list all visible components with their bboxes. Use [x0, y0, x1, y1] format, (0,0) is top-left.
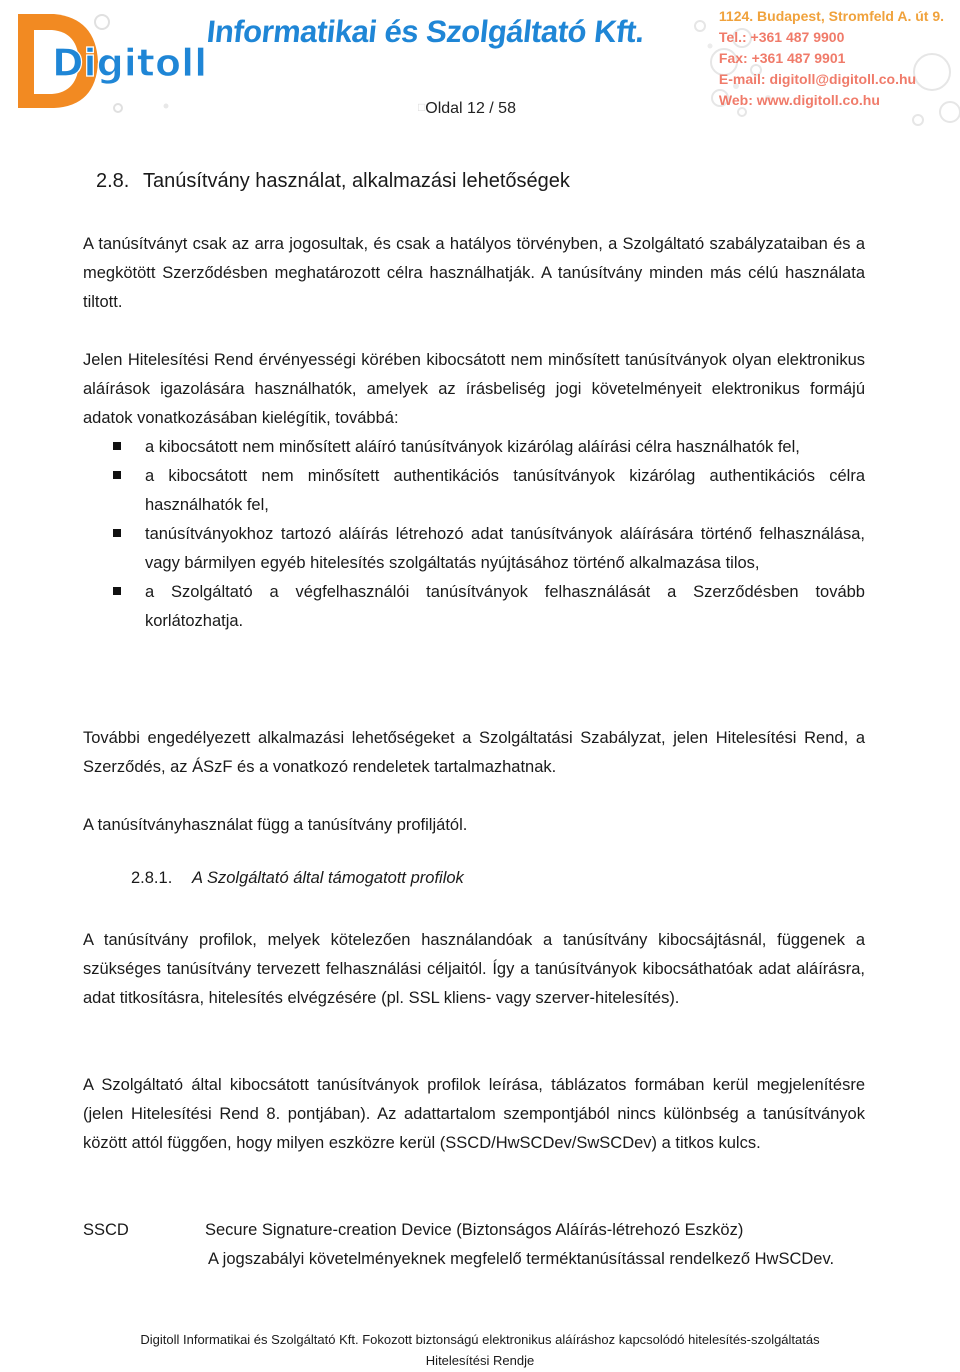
section-heading — [96, 170, 570, 193]
fax-text: Fax: +361 487 9901 — [718, 50, 846, 66]
logo-text: Digitoll — [52, 41, 208, 85]
contact-block — [719, 6, 944, 111]
list-item — [83, 578, 865, 636]
web-link[interactable]: Web: www.digitoll.co.hu — [718, 92, 880, 108]
page-footer — [0, 1329, 960, 1371]
page-header — [0, 0, 960, 130]
page-number-text: Oldal 12 / 58 — [425, 100, 516, 117]
list-item-text: a kibocsátott nem minősített authentikációs tanúsítványok kizárólag authentikációs célra használhatók fel, — [145, 467, 865, 514]
phone-text: Tel.: +361 487 9900 — [718, 29, 845, 45]
list-item — [83, 462, 865, 520]
paragraph-profiles — [83, 926, 865, 1013]
square-bullet-icon — [113, 587, 121, 595]
subsection-title: A Szolgáltató által támogatott profilok — [192, 869, 464, 887]
footer-line: Digitoll Informatikai és Szolgáltató Kft. Fokozott biztonságú elektronikus aláíráshoz kapcsolódó hitelesítés-szolgáltatás — [140, 1332, 820, 1347]
description-text: A jogszabályi követelményeknek megfelelő terméktanúsítással rendelkező HwSCDev. — [208, 1250, 835, 1268]
email-link[interactable]: E-mail: digitoll@digitoll.co.hu — [718, 71, 917, 87]
abbreviation-term: SSCD — [83, 1221, 129, 1239]
paragraph-profile — [83, 811, 865, 840]
paragraph-usage — [83, 230, 865, 317]
digitoll-logo — [14, 8, 214, 114]
page-number — [418, 100, 516, 118]
paragraph-text: A tanúsítvány profilok, melyek kötelezően használandóak a tanúsítvány kibocsájtásnál, függenek a szükséges tanúsítvány tervezett felhasználási céljaitól. Így a tanúsítványok kibocsáthatóak adat aláírásra, adat titkosításra, hitelesítés elvégzésére (pl. SSL kliens- vagy szerver-hitelesítés). — [83, 931, 865, 1007]
square-bullet-icon — [113, 529, 121, 537]
list-item-text: a kibocsátott nem minősített aláíró tanúsítványok kizárólag aláírási célra használhatók fel, — [145, 438, 800, 456]
bullet-list — [83, 433, 865, 636]
footer-line: Hitelesítési Rendje — [425, 1353, 535, 1368]
list-item-text: a Szolgáltató a végfelhasználói tanúsítványok felhasználását a Szerződésben tovább korlátozhatja. — [145, 583, 865, 630]
company-name: Informatikai és Szolgáltató Kft. — [205, 14, 646, 49]
paragraph-further — [83, 724, 865, 782]
section-number: 2.8. — [96, 170, 130, 192]
list-item — [83, 433, 865, 462]
paragraph-text: A Szolgáltató által kibocsátott tanúsítványok profilok leírása, táblázatos formában kerül megjelenítésre (jelen Hitelesítési Rend 8. pontjában). Az adattartalom szempontjából nincs különbség a tanúsítványok között attól függően, hogy milyen eszközre kerül (SSCD/HwSCDev/SwSCDev) a titkos kulcs. — [83, 1076, 865, 1152]
abbreviation-definition — [205, 1216, 865, 1274]
paragraph-text: A tanúsítványt csak az arra jogosultak, és csak a hatályos törvényben, a Szolgáltató szabályzataiban és a megkötött Szerződésben meghatározott célra használhatják. A tanúsítvány minden más célú használata tiltott. — [83, 235, 865, 311]
paragraph-profile-description — [83, 1071, 865, 1158]
section-title: Tanúsítvány használat, alkalmazási lehetőségek — [143, 170, 570, 192]
paragraph-text: A tanúsítványhasználat függ a tanúsítvány profiljától. — [83, 816, 468, 834]
bullet-mark-icon: □ — [418, 100, 426, 114]
paragraph-scope — [83, 346, 865, 636]
paragraph-text: Jelen Hitelesítési Rend érvényességi körében kibocsátott nem minősített tanúsítványok olyan elektronikus aláírások igazolására használhatók, amelyek az írásbeliség jogi követelményeit elektronikus formájú adatok vonatkozásában kielégítik, továbbá: — [83, 351, 865, 427]
address-text: 1124. Budapest, Stromfeld A. út 9. — [718, 8, 944, 24]
square-bullet-icon — [113, 471, 121, 479]
list-item-text: tanúsítványokhoz tartozó aláírás létrehozó adat tanúsítványok aláírására történő felhasználása, vagy bármilyen egyéb hitelesítés szolgáltatás nyújtásához történő alkalmazása tilos, — [145, 525, 865, 572]
list-item — [83, 520, 865, 578]
square-bullet-icon — [113, 442, 121, 450]
definition-text: Secure Signature-creation Device (Biztonságos Aláírás-létrehozó Eszköz) — [205, 1221, 744, 1239]
subsection-number: 2.8.1. — [131, 869, 173, 887]
subsection-heading — [131, 869, 464, 888]
paragraph-text: További engedélyezett alkalmazási lehetőségeket a Szolgáltatási Szabályzat, jelen Hitelesítési Rend, a Szerződés, az ÁSzF és a vonatkozó rendeletek tartalmazhatnak. — [83, 729, 865, 776]
